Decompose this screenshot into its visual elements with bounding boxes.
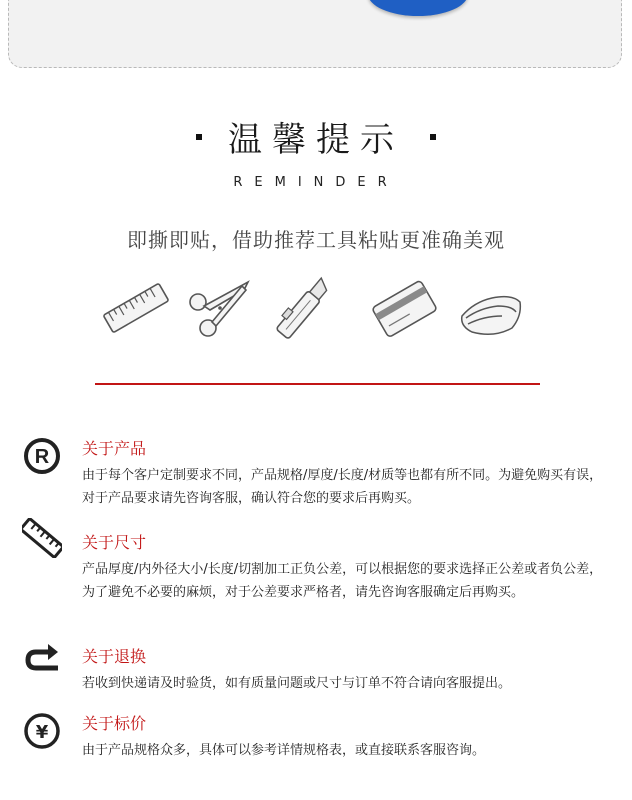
utility-knife-icon [266,272,342,344]
card-icon [366,272,442,344]
section-title: 关于退换 [82,647,147,666]
heading-dot-right [430,134,436,140]
section-title: 关于标价 [82,714,147,733]
page-title: 温馨提示 [228,120,404,160]
registered-icon [22,436,62,476]
page-subtitle: REMINDER [233,175,399,190]
svg-text:R: R [34,446,50,468]
section-body: 产品厚度/内外径大小/长度/切割加工正负公差，可以根据您的要求选择正公差或者负公差，为了避免不必要的麻烦，对于公差要求严格者，请先咨询客服确定后再购买。 [82,562,603,600]
divider-line [95,383,540,385]
section-body: 若收到快递请及时验货，如有质量问题或尺寸与订单不符合请向客服提出。 [82,676,512,691]
tagline: 即撕即贴，借助推荐工具粘贴更准确美观 [127,228,505,252]
svg-text:¥: ¥ [35,722,49,743]
ruler-icon [22,518,62,558]
section-body: 由于每个客户定制要求不同，产品规格/厚度/长度/材质等也都有所不同。为避免购买有误，对于产品要求请先咨询客服，确认符合您的要求后再购买。 [82,468,603,506]
cloth-icon [454,272,530,344]
reminder-heading [0,112,632,161]
yen-icon [22,711,62,751]
recommended-tools [98,272,538,344]
heading-dot-left [196,134,202,140]
section-body: 由于产品规格众多，具体可以参考详情规格表，或直接联系客服咨询。 [82,743,486,758]
top-image-card [8,0,622,68]
section-title: 关于尺寸 [82,533,147,552]
ruler-icon [98,272,174,344]
return-arrow-icon [22,644,62,684]
section-title: 关于产品 [82,439,147,458]
scissors-icon [182,272,258,344]
